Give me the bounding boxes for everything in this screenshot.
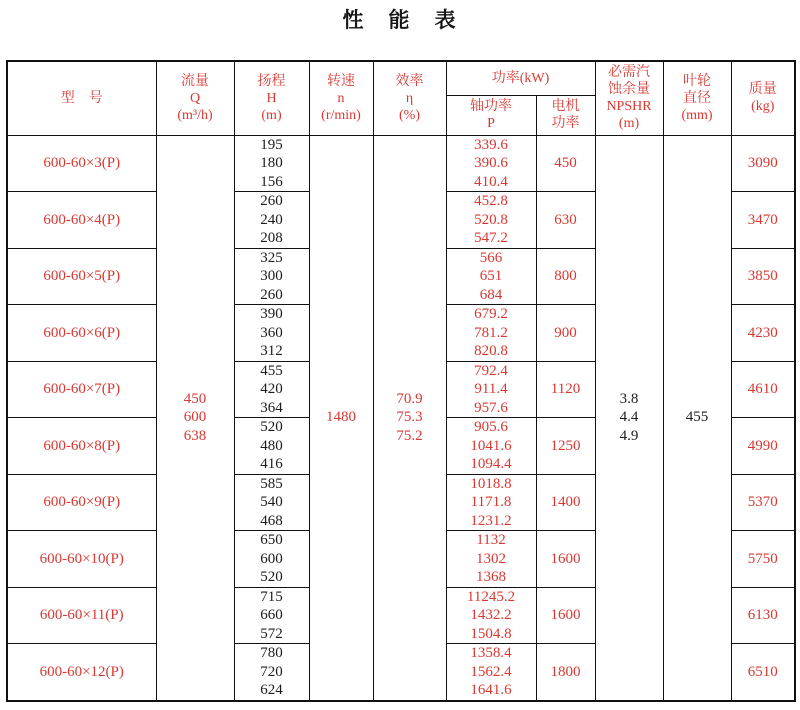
shaft-power-cell xyxy=(446,474,536,531)
npshr-value: 3.8 xyxy=(619,390,639,407)
shaft-power-value: 1368 xyxy=(476,569,506,585)
head-value: 480 xyxy=(260,437,283,454)
col-header-motor-power xyxy=(536,95,595,135)
model-cell: 600-60×12(P) xyxy=(7,644,156,701)
model-cell: 600-60×3(P) xyxy=(7,135,156,192)
header-line: 扬程 xyxy=(257,73,286,89)
model-cell: 600-60×10(P) xyxy=(7,531,156,588)
col-header-impeller xyxy=(663,61,731,135)
npshr-value: 4.4 xyxy=(619,409,639,426)
head-value: 520 xyxy=(260,419,283,435)
header-line: 电机 xyxy=(551,99,580,114)
shaft-power-value: 684 xyxy=(479,286,503,303)
efficiency-value: 70.9 xyxy=(396,390,423,407)
shaft-power-value: 410.4 xyxy=(474,173,508,190)
shaft-power-value: 390.6 xyxy=(474,155,508,171)
shaft-power-value: 1041.6 xyxy=(470,437,512,454)
shaft-power-value: 781.2 xyxy=(474,324,508,341)
head-value: 420 xyxy=(260,381,283,397)
head-value: 468 xyxy=(260,512,283,529)
motor-power-cell: 1600 xyxy=(536,531,595,588)
head-value: 780 xyxy=(260,645,283,661)
head-cell xyxy=(234,644,309,701)
shaft-power-value: 1432.2 xyxy=(470,607,512,623)
header-line: (r/min) xyxy=(321,107,361,123)
head-value: 455 xyxy=(260,362,283,379)
flow-value: 450 xyxy=(183,390,207,407)
shaft-power-cell xyxy=(446,135,536,192)
speed-cell: 1480 xyxy=(309,135,373,701)
col-header-mass xyxy=(731,61,795,135)
mass-cell: 6130 xyxy=(731,587,795,644)
header-line: (m) xyxy=(261,107,282,123)
head-value: 195 xyxy=(260,136,283,153)
shaft-power-cell xyxy=(446,644,536,701)
shaft-power-value: 1094.4 xyxy=(470,456,512,472)
col-header-speed xyxy=(309,61,373,135)
header-line: (kg) xyxy=(751,99,775,115)
npshr-value: 4.9 xyxy=(619,427,639,444)
header-line: 效率 xyxy=(395,73,424,89)
mass-cell: 6510 xyxy=(731,644,795,701)
motor-power-cell: 800 xyxy=(536,248,595,305)
header-line: (mm) xyxy=(681,107,713,123)
shaft-power-value: 911.4 xyxy=(474,381,508,397)
shaft-power-value: 1231.2 xyxy=(470,512,512,529)
shaft-power-cell xyxy=(446,248,536,305)
impeller-diameter-cell: 455 xyxy=(663,135,731,701)
head-value: 660 xyxy=(260,607,283,623)
header-line: (m³/h) xyxy=(177,107,213,123)
efficiency-value: 75.2 xyxy=(396,427,423,444)
col-header-model: 型 号 xyxy=(7,61,156,135)
shaft-power-cell xyxy=(446,361,536,418)
performance-table xyxy=(6,60,796,702)
head-value: 364 xyxy=(260,399,283,416)
head-value: 208 xyxy=(260,230,283,246)
model-cell: 600-60×5(P) xyxy=(7,248,156,305)
shaft-power-value: 520.8 xyxy=(474,211,508,228)
col-header-npshr xyxy=(595,61,663,135)
model-cell: 600-60×8(P) xyxy=(7,418,156,475)
npshr-values-cell xyxy=(595,135,663,701)
table-row xyxy=(7,135,795,192)
head-value: 720 xyxy=(260,663,283,680)
head-cell xyxy=(234,587,309,644)
head-value: 240 xyxy=(260,211,283,228)
head-value: 156 xyxy=(260,173,283,190)
efficiency-cell xyxy=(373,135,446,701)
header-line: Q xyxy=(189,90,201,106)
mass-cell: 4990 xyxy=(731,418,795,475)
head-value: 325 xyxy=(260,249,283,266)
mass-cell: 3470 xyxy=(731,192,795,249)
model-cell: 600-60×4(P) xyxy=(7,192,156,249)
mass-cell: 4610 xyxy=(731,361,795,418)
head-value: 600 xyxy=(260,550,283,567)
motor-power-cell: 630 xyxy=(536,192,595,249)
mass-cell: 3850 xyxy=(731,248,795,305)
motor-power-cell: 1400 xyxy=(536,474,595,531)
shaft-power-value: 1641.6 xyxy=(470,682,512,698)
shaft-power-cell xyxy=(446,305,536,362)
col-header-head xyxy=(234,61,309,135)
motor-power-cell: 1600 xyxy=(536,587,595,644)
mass-cell: 3090 xyxy=(731,135,795,192)
head-cell xyxy=(234,192,309,249)
head-cell xyxy=(234,418,309,475)
head-cell xyxy=(234,474,309,531)
head-value: 416 xyxy=(260,456,283,472)
shaft-power-value: 820.8 xyxy=(474,343,508,359)
shaft-power-value: 566 xyxy=(479,249,503,266)
shaft-power-cell xyxy=(446,531,536,588)
header-line: (%) xyxy=(399,107,420,123)
head-value: 715 xyxy=(260,588,283,605)
shaft-power-value: 452.8 xyxy=(474,193,508,209)
motor-power-cell: 900 xyxy=(536,305,595,362)
header-line: 转速 xyxy=(327,73,355,89)
head-value: 624 xyxy=(260,682,283,698)
motor-power-cell: 1120 xyxy=(536,361,595,418)
shaft-power-value: 679.2 xyxy=(474,306,508,322)
header-line: 蚀余量 xyxy=(608,82,651,98)
header-line: n xyxy=(337,90,345,106)
shaft-power-cell xyxy=(446,192,536,249)
head-value: 572 xyxy=(260,625,283,642)
shaft-power-cell xyxy=(446,587,536,644)
shaft-power-value: 1562.4 xyxy=(470,663,512,680)
mass-cell: 5370 xyxy=(731,474,795,531)
shaft-power-value: 339.6 xyxy=(474,136,508,153)
col-header-flow xyxy=(156,61,234,135)
col-header-efficiency xyxy=(373,61,446,135)
model-cell: 600-60×6(P) xyxy=(7,305,156,362)
mass-cell: 5750 xyxy=(731,531,795,588)
head-value: 650 xyxy=(260,532,283,548)
header-line: 必需汽 xyxy=(608,65,651,81)
shaft-power-value: 1132 xyxy=(476,532,506,548)
head-value: 585 xyxy=(260,475,283,492)
shaft-power-value: 1358.4 xyxy=(470,645,512,661)
shaft-power-value: 547.2 xyxy=(474,230,508,246)
header-line: NPSHR xyxy=(606,99,652,115)
shaft-power-value: 651 xyxy=(479,268,503,284)
shaft-power-value: 792.4 xyxy=(474,362,508,379)
model-cell: 600-60×7(P) xyxy=(7,361,156,418)
header-line: 质量 xyxy=(748,82,777,98)
head-value: 300 xyxy=(260,268,283,284)
mass-cell: 4230 xyxy=(731,305,795,362)
head-value: 312 xyxy=(260,343,283,359)
flow-value: 638 xyxy=(183,427,207,444)
header-line: P xyxy=(487,116,495,131)
head-value: 180 xyxy=(260,155,283,171)
head-cell xyxy=(234,135,309,192)
motor-power-cell: 450 xyxy=(536,135,595,192)
head-value: 260 xyxy=(260,286,283,303)
header-line: 流量 xyxy=(181,73,209,89)
head-cell xyxy=(234,361,309,418)
shaft-power-value: 1504.8 xyxy=(470,625,512,642)
head-cell xyxy=(234,248,309,305)
efficiency-value: 75.3 xyxy=(396,409,423,426)
shaft-power-value: 1171.8 xyxy=(470,494,512,510)
head-value: 540 xyxy=(260,494,283,510)
head-value: 260 xyxy=(260,193,283,209)
header-line: 功率 xyxy=(551,116,580,131)
head-cell xyxy=(234,531,309,588)
shaft-power-value: 1302 xyxy=(476,550,506,567)
header-line: 叶轮 xyxy=(683,73,712,89)
shaft-power-value: 11245.2 xyxy=(466,588,516,605)
col-header-shaft-power xyxy=(446,95,536,135)
motor-power-cell: 1800 xyxy=(536,644,595,701)
shaft-power-cell xyxy=(446,418,536,475)
head-value: 360 xyxy=(260,324,283,341)
header-line: η xyxy=(405,90,414,106)
model-cell: 600-60×11(P) xyxy=(7,587,156,644)
head-value: 520 xyxy=(260,569,283,585)
motor-power-cell: 1250 xyxy=(536,418,595,475)
model-cell: 600-60×9(P) xyxy=(7,474,156,531)
header-line: 轴功率 xyxy=(470,99,512,114)
shaft-power-value: 1018.8 xyxy=(470,475,512,492)
header-line: (m) xyxy=(618,116,640,132)
shaft-power-value: 905.6 xyxy=(474,419,508,435)
col-header-power-group: 功率(kW) xyxy=(446,61,595,95)
flow-value: 600 xyxy=(183,409,207,426)
page-title: 性 能 表 xyxy=(342,8,458,32)
flow-cell xyxy=(156,135,234,701)
head-value: 390 xyxy=(260,306,283,322)
shaft-power-value: 957.6 xyxy=(474,399,508,416)
header-line: H xyxy=(266,90,277,106)
head-cell xyxy=(234,305,309,362)
header-line: 直径 xyxy=(683,90,712,106)
